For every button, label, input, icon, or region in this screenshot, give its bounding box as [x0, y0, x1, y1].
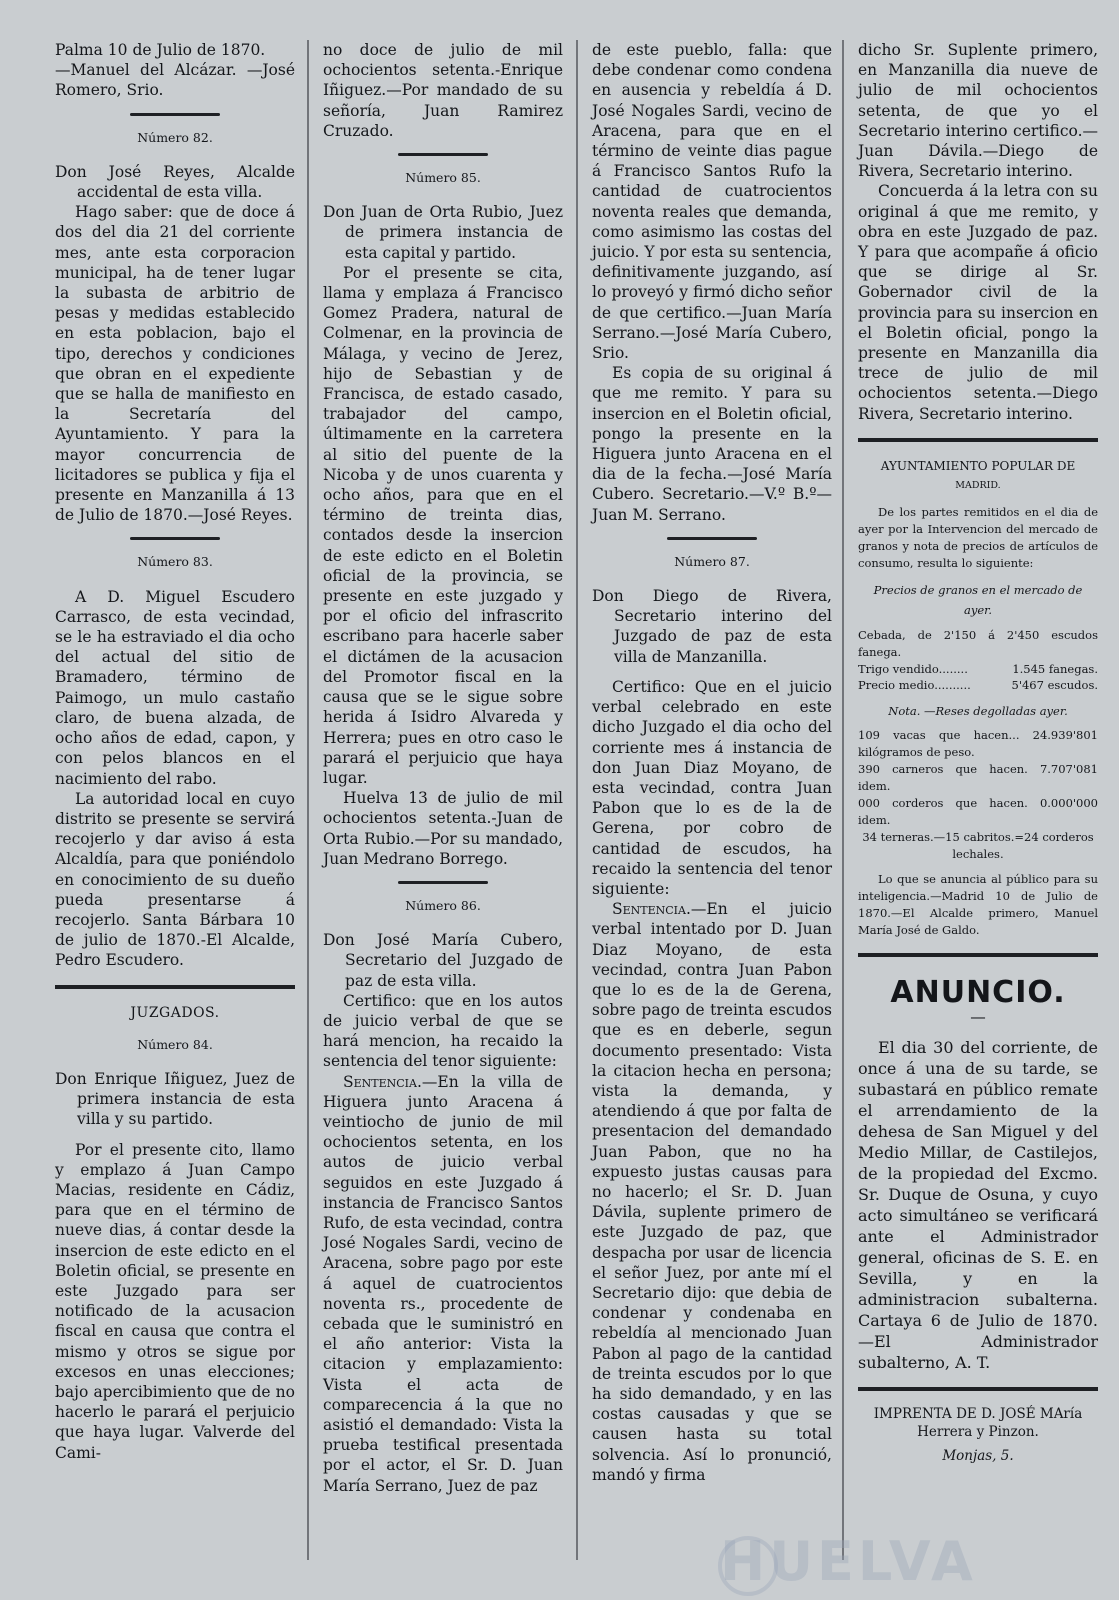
notice-83-title: Número 83. — [137, 554, 213, 570]
ayuntamiento-city: MADRID. — [955, 480, 1001, 492]
anuncio-title: ANUNCIO. — [890, 974, 1066, 1010]
notice-84-continued: no doce de julio de mil ochocientos setenta.-Enrique Iñiguez.—Por mandado de su señoría, Juan Ramirez Cruzado. — [323, 41, 563, 140]
column-divider — [307, 40, 309, 1560]
notice-85-body: Por el presente se cita, llama y emplaza á Francisco Gomez Pradera, natural de Colmenar, en la provincia de Málaga, y vecino de Jerez, hijo de Sebastian y de Francisca, de estado casado, trabajador del campo, últimamente en la carretera al sitio del puente de la Nicoba y de unos cuarenta y ocho años, para que en el término de treinta dias, contados desde la insercion de este edicto en el Boletin oficial de la provincia, se presente en este juzgado y por el oficio del infrascrito escribano para hacerle saber el dictámen de la acusacion del Promotor fiscal en la causa que se le sigue sobre herida á Isidro Alvareda y Herrera; pues en otro caso le parará el perjuicio que haya lugar. — [323, 263, 563, 787]
notice-86-title: Número 86. — [405, 897, 481, 913]
section-rule — [55, 985, 295, 989]
separator — [667, 537, 757, 540]
watermark-text: HUELVA — [720, 1530, 977, 1593]
notice-83-body: La autoridad local en cuyo distrito se presente se servirá recojerlo y dar aviso á esta Alcaldía, para que poniéndolo en conocimiento de su dueño pueda presentarse á recojerlo. Santa Bárbara 10 de julio de 1870.-El Alcalde, Pedro Escudero. — [55, 789, 295, 970]
ayuntamiento-intro: De los partes remitidos en el dia de ayer por la Intervencion del mercado de granos y nota de precios de artículos de consumo, resulta lo siguiente: — [858, 505, 1098, 571]
ayuntamiento-closing: Lo que se anuncia al público para su inteligencia.—Madrid 10 de Julio de 1870.—El Alcalde primero, Manuel María José de Galdo. — [858, 871, 1098, 937]
price-row — [858, 677, 1098, 693]
notice-86-closing: Es copia de su original á que me remito. Y para su insercion en el Boletin oficial, pongo la presente en la Higuera junto Aracena en el dia de la fecha.—José María Cubero. Secretario.—V.º B.º—Juan M. Serrano. — [592, 364, 832, 524]
price-label: Trigo vendido........ — [858, 661, 968, 676]
imprenta-address: Monjas, 5. — [942, 1448, 1014, 1465]
sentence-label: Sentencia. — [343, 1072, 422, 1091]
separator — [130, 113, 220, 116]
notice-86-header: Don José María Cubero, Secretario del Juzgado de paz de esta villa. — [323, 931, 563, 990]
notice-84-body: Por el presente cito, llamo y emplazo á Juan Campo Macias, residente en Cádiz, para que en el término de nueve dias, á contar desde la insercion de este edicto en el Boletin oficial, se presente en este Juzgado para ser notificado de la acusacion fiscal en causa que contra el mismo y otros se sigue por excesos en unas elecciones; bajo apercibimiento que de no hacerlo le parará el perjuicio que haya lugar. Valverde del Cami- — [55, 1140, 295, 1462]
notice-87-closing: Concuerda á la letra con su original á que me remito, y obra en este Juzgado de paz. Y para que acompañe á oficio que se dirige al Sr. Gobernador civil de la provincia para su insercion en el Boletin oficial, pongo la presente en Manzanilla dia trece de julio de mil ochocientos setenta.—Diego Rivera, Secretario interino. — [858, 182, 1098, 423]
notice-85-body: Huelva 13 de julio de mil ochocientos setenta.-Juan de Orta Rubio.—Por su mandado, Juan Medrano Borrego. — [323, 789, 563, 868]
column-divider — [576, 40, 578, 1560]
livestock-row: 000 corderos que hacen. 0.000'000 idem. — [858, 795, 1098, 827]
separator — [398, 153, 488, 156]
sentence-body: —En el juicio verbal intentado por D. Juan Diaz Moyano, de esta vecindad, contra Juan Pabon que lo es de la de Gerena, sobre pago de treinta escudos que es en deberle, segun documento presentado: Vista la citacion hecha en persona; vista la demanda, y atendiendo á que por falta de presentacion del demandado Juan Pabon, que no ha expuesto justas causas para no hacerlo; el Sr. D. Juan Dávila, suplente primero de este Juzgado de paz, que despacha por usar de licencia el señor Juez, por ante mí el Secretario dijo: que debia de condenar y condenaba en rebeldía al mencionado Juan Pabon al pago de la cantidad de treinta escudos por lo que ha sido demandado, y en las costas causadas y que se causen hasta su total solvencia. Así lo pronunció, mandó y firma — [592, 900, 832, 1484]
anuncio-body: El dia 30 del corriente, de once á una de su tarde, se subastará en público remate el arrendamiento de la dehesa de San Miguel y del Medio Millar, de Castilejos, de la propiedad del Excmo. Sr. Duque de Osuna, y cuyo acto simultáneo se verificará ante el Administrador general, oficinas de S. E. en Sevilla, y en la administracion subalterna. Cartaya 6 de Julio de 1870. —El Administrador subalterno, A. T. — [858, 1038, 1098, 1373]
livestock-row: 109 vacas que hacen... 24.939'801 kilógramos de peso. — [858, 727, 1098, 759]
notice-87-sentence — [592, 899, 832, 1485]
notice-82-title: Número 82. — [137, 129, 213, 145]
cebada-price: Cebada, de 2'150 á 2'450 escudos fanega. — [858, 627, 1098, 659]
column-1 — [55, 40, 295, 1463]
notice-84-title: Número 84. — [137, 1036, 213, 1052]
anuncio-dash: — — [970, 1008, 986, 1027]
notice-82-header: Don José Reyes, Alcalde accidental de esta villa. — [55, 162, 295, 202]
notice-86-sentence — [323, 1072, 563, 1496]
price-label: Precio medio.......... — [858, 677, 971, 692]
notice-85-title: Número 85. — [405, 170, 481, 186]
column-divider — [842, 40, 844, 1560]
section-title: JUZGADOS. — [130, 1004, 220, 1021]
notice-87-body: Certifico: Que en el juicio verbal celebrado en este dicho Juzgado el dia ocho del corriente mes á instancia de don Juan Diaz Moyano, de esta vecindad, contra Juan Pabon que lo es de la de Gerena, por cobro de cantidad de escudos, ha recaido la sentencia del tenor siguiente: — [592, 677, 832, 898]
price-row — [858, 661, 1098, 677]
sentence-body: —En la villa de Higuera junto Aracena á veintiocho de junio de mil ochocientos setenta, en los autos de juicio verbal seguidos en este Juzgado á instancia de Francisco Santos Rufo, de esta vecindad, contra José Nogales Sardi, vecino de Aracena, sobre pago por este á aquel de cuatrocientos noventa rs., procedente de cebada que le suministró en el año anterior: Vista la citacion y emplazamiento: Vista el acta de comparecencia á la que no asistió el demandado: Vista la prueba testifical presentada por el actor, el Sr. D. Juan María Serrano, Juez de paz — [323, 1072, 563, 1495]
notice-86-body: Certifico: que en los autos de juicio verbal de que se hará mencion, ha recaido la sentencia del tenor siguiente: — [323, 991, 563, 1071]
grain-prices-title: Precios de granos en el mercado de ayer. — [873, 583, 1083, 618]
price-value: 5'467 escudos. — [1011, 677, 1098, 692]
ayuntamiento-title: AYUNTAMIENTO POPULAR DE — [880, 458, 1076, 473]
column-4 — [858, 40, 1098, 1465]
section-rule — [858, 953, 1098, 957]
price-value: 1.545 fanegas. — [1012, 661, 1098, 676]
section-rule — [858, 438, 1098, 442]
notice-87-header: Don Diego de Rivera, Secretario interino del Juzgado de paz de esta villa de Manzanilla. — [592, 587, 832, 666]
livestock-row: 34 terneras.—15 cabritos.=24 corderos lechales. — [862, 829, 1094, 861]
livestock-row: 390 carneros que hacen. 7.707'081 idem. — [858, 761, 1098, 793]
livestock-title: Nota. —Reses degolladas ayer. — [888, 703, 1068, 718]
notice-82-body: Hago saber: que de doce á dos del dia 21 del corriente mes, ante esta corporacion municipal, ha de tener lugar la subasta de arbitrio de pesas y medidas establecido en esta poblacion, bajo el tipo, derechos y condiciones que obran en el expediente que se halla de manifiesto en la Secretaría del Ayuntamiento. Y para la mayor concurrencia de licitadores se publica y fija el presente en Manzanilla á 13 de Julio de 1870.—José Reyes. — [55, 203, 295, 525]
top-line: —Manuel del Alcázar. —José Romero, Srio. — [55, 61, 295, 100]
notice-83-body: A D. Miguel Escudero Carrasco, de esta vecindad, se le ha estraviado el dia ocho del actual del sitio de Bramadero, término de Paimogo, un mulo castaño claro, de buena alzada, de ocho años de edad, capon, y con pelos blancos en el nacimiento del rabo. — [55, 587, 295, 788]
sentence-label: Sentencia. — [612, 900, 691, 919]
separator — [398, 881, 488, 884]
top-line: Palma 10 de Julio de 1870. — [55, 41, 266, 59]
notice-86-continued: de este pueblo, falla: que debe condenar como condena en ausencia y rebeldía á D. José Nogales Sardi, vecino de Aracena, para que en el término de veinte dias pague á Francisco Santos Rufo la cantidad de cuatrocientos noventa reales que demanda, como asimismo las costas del juicio. Y por esta su sentencia, definitivamente juzgando, así lo proveyó y firmó dicho señor de que certifico.—Juan María Serrano.—José María Cubero, Srio. — [592, 41, 832, 363]
imprenta-line: IMPRENTA DE D. JOSÉ MAría Herrera y Pinzon. — [873, 1406, 1083, 1441]
notice-87-title: Número 87. — [674, 553, 750, 569]
section-rule — [858, 1387, 1098, 1391]
notice-87-continued: dicho Sr. Suplente primero, en Manzanilla dia nueve de julio de mil ochocientos setenta, de que yo el Secretario interino certifico.—Juan Dávila.—Diego de Rivera, Secretario interino. — [858, 41, 1098, 181]
column-2 — [323, 40, 563, 1496]
column-3 — [592, 40, 832, 1485]
separator — [130, 537, 220, 540]
notice-84-header: Don Enrique Iñiguez, Juez de primera instancia de esta villa y su partido. — [55, 1069, 295, 1129]
notice-85-header: Don Juan de Orta Rubio, Juez de primera instancia de esta capital y partido. — [323, 203, 563, 262]
